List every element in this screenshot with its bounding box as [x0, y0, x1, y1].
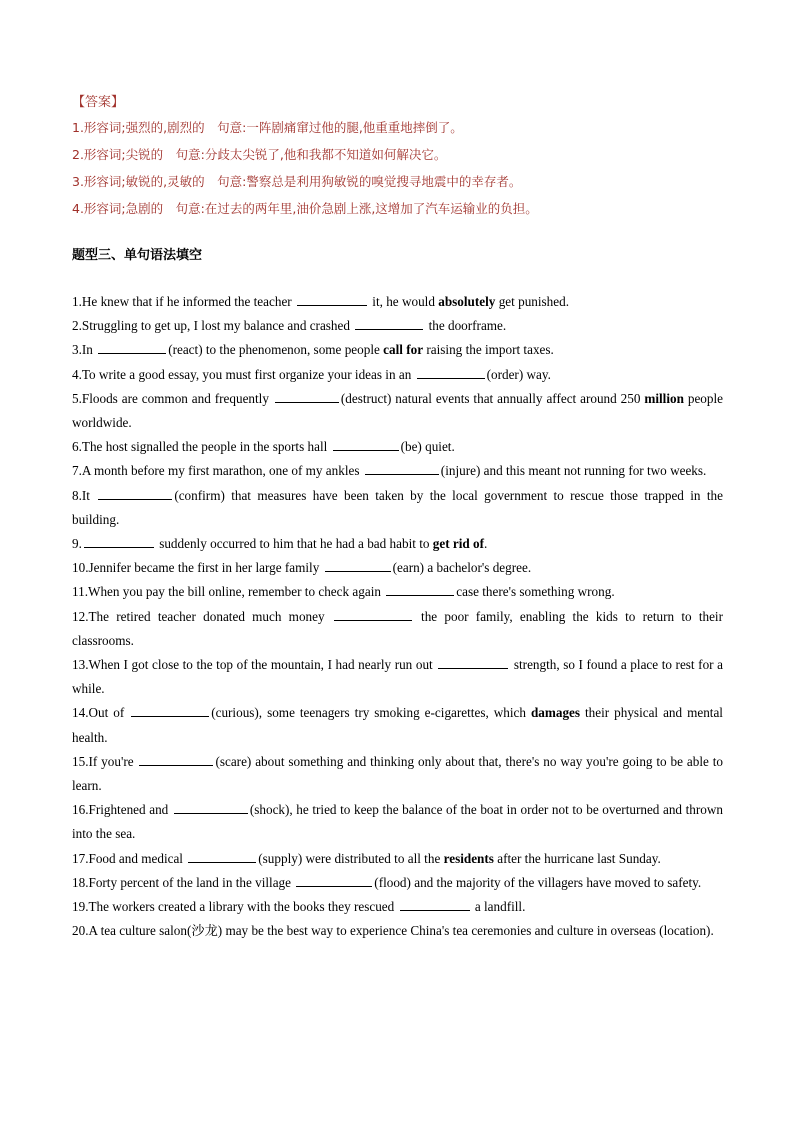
question-text: their physical and mental health.: [72, 705, 723, 745]
answer-blank[interactable]: [334, 608, 412, 621]
question-text: (be) quiet.: [400, 439, 455, 455]
answer-line-1: 1.形容词;强烈的,剧烈的 句意:一阵剧痛窜过他的腿,他重重地摔倒了。: [72, 120, 463, 135]
question-text: 4.To write a good essay, you must first organize your ideas in an: [72, 366, 415, 382]
question-text: 11.When you pay the bill online, remember to check again: [72, 584, 385, 600]
answer-block: [72, 92, 732, 222]
answer-line-4: 4.形容词;急剧的 句意:在过去的两年里,油价急剧上涨,这增加了汽车运输业的负担。: [72, 201, 538, 216]
question-text: (injure) and this meant not running for two weeks.: [440, 463, 707, 479]
question-item: [72, 459, 723, 483]
question-item: [72, 847, 723, 871]
question-text: 5.Floods are common and frequently: [72, 390, 273, 406]
answer-blank[interactable]: [84, 535, 154, 548]
question-text: (react) to the phenomenon, some people: [168, 342, 384, 358]
question-text: case there's something wrong.: [456, 584, 615, 600]
section-title: 题型三、单句语法填空: [72, 248, 203, 263]
question-item: [72, 895, 723, 919]
question-list: [72, 290, 723, 943]
answer-blank[interactable]: [365, 462, 439, 475]
question-text: 15.If you're: [72, 753, 138, 769]
question-item: [72, 653, 723, 701]
question-text: 14.Out of: [72, 705, 130, 721]
question-text: 18.Forty percent of the land in the village: [72, 874, 295, 890]
question-bold-word: absolutely: [438, 294, 496, 309]
question-bold-word: damages: [530, 705, 581, 721]
question-item: [72, 556, 723, 580]
answer-blank[interactable]: [355, 317, 423, 330]
answer-blank[interactable]: [275, 390, 339, 403]
question-text: 7.A month before my first marathon, one of my ankles: [72, 463, 363, 479]
question-item: [72, 387, 723, 435]
question-text: (confirm) that measures have been taken by the local government to rescue those trapped in the building.: [72, 487, 723, 527]
answer-line-2: 2.形容词;尖锐的 句意:分歧太尖锐了,他和我都不知道如何解决它。: [72, 147, 447, 162]
answer-blank[interactable]: [417, 366, 485, 379]
question-text: 20.A tea culture salon(沙龙) may be the best way to experience China's tea ceremonies and culture in overseas (location).: [72, 923, 714, 939]
answer-title: 【答案】: [72, 95, 125, 110]
answer-blank[interactable]: [188, 850, 256, 863]
question-text: 2.Struggling to get up, I lost my balance and crashed: [72, 318, 354, 334]
question-text: 17.Food and medical: [72, 850, 187, 866]
question-text: (supply) were distributed to all the: [258, 850, 444, 866]
question-bold-word: get rid of: [432, 536, 485, 552]
question-item: [72, 435, 723, 459]
question-text: (order) way.: [486, 366, 551, 382]
question-item: [72, 338, 723, 362]
question-text: (earn) a bachelor's degree.: [392, 560, 532, 576]
answer-blank[interactable]: [174, 801, 248, 814]
question-text: .: [484, 536, 488, 552]
answer-blank[interactable]: [325, 559, 391, 572]
answer-blank[interactable]: [438, 656, 508, 669]
question-text: 3.In: [72, 342, 97, 358]
question-item: [72, 750, 723, 798]
question-text: 6.The host signalled the people in the sports hall: [72, 439, 331, 455]
question-text: 10.Jennifer became the first in her large family: [72, 560, 323, 576]
answer-line-3: 3.形容词;敏锐的,灵敏的 句意:警察总是利用狗敏锐的嗅觉搜寻地震中的幸存者。: [72, 174, 522, 189]
question-text: 8.It: [72, 487, 97, 503]
answer-blank[interactable]: [139, 753, 213, 766]
question-text: the poor family, enabling the kids to return to their classrooms.: [72, 608, 723, 648]
question-text: 13.When I got close to the top of the mountain, I had nearly run out: [72, 657, 437, 673]
question-item: [72, 798, 723, 846]
answer-blank[interactable]: [333, 438, 399, 451]
question-text: 16.Frightened and: [72, 802, 172, 818]
question-text: suddenly occurred to him that he had a bad habit to: [155, 536, 433, 552]
question-text: 1.He knew that if he informed the teacher: [72, 294, 295, 309]
answer-blank[interactable]: [296, 874, 372, 887]
question-text: people worldwide.: [72, 390, 724, 431]
question-item: [72, 580, 723, 604]
question-text: the doorframe.: [425, 318, 507, 334]
answer-blank[interactable]: [98, 487, 172, 500]
question-text: get punished.: [495, 294, 570, 309]
question-item: [72, 290, 723, 314]
question-item: [72, 919, 723, 943]
question-bold-word: call for: [383, 342, 424, 358]
question-text: (destruct) natural events that annually affect around 250: [340, 390, 645, 406]
question-text: 9.: [72, 536, 82, 552]
question-text: 19.The workers created a library with the books they rescued: [72, 899, 398, 915]
question-text: raising the import taxes.: [423, 342, 554, 358]
question-bold-word: residents: [443, 850, 494, 866]
answer-blank[interactable]: [98, 341, 166, 354]
question-item: [72, 605, 723, 653]
question-item: [72, 532, 723, 556]
question-text: (shock), he tried to keep the balance of the boat in order not to be overturned and thrown into the sea.: [72, 802, 723, 842]
question-item: [72, 701, 723, 749]
question-text: strength, so I found a place to rest for a while.: [72, 657, 723, 697]
question-item: [72, 871, 723, 895]
answer-blank[interactable]: [297, 293, 367, 306]
question-item: [72, 363, 723, 387]
answer-blank[interactable]: [386, 583, 454, 596]
question-bold-word: million: [644, 390, 684, 406]
question-text: a landfill.: [471, 899, 526, 915]
question-text: 12.The retired teacher donated much money: [72, 608, 332, 624]
answer-blank[interactable]: [131, 704, 209, 717]
question-text: after the hurricane last Sunday.: [493, 850, 661, 866]
question-item: [72, 484, 723, 532]
answer-blank[interactable]: [400, 898, 470, 911]
question-text: (curious), some teenagers try smoking e-cigarettes, which: [211, 705, 531, 721]
question-text: (scare) about something and thinking only about that, there's no way you're going to be able to learn.: [72, 753, 723, 794]
question-text: (flood) and the majority of the villagers have moved to safety.: [374, 874, 702, 890]
question-text: it, he would: [369, 294, 439, 309]
question-item: [72, 314, 723, 338]
